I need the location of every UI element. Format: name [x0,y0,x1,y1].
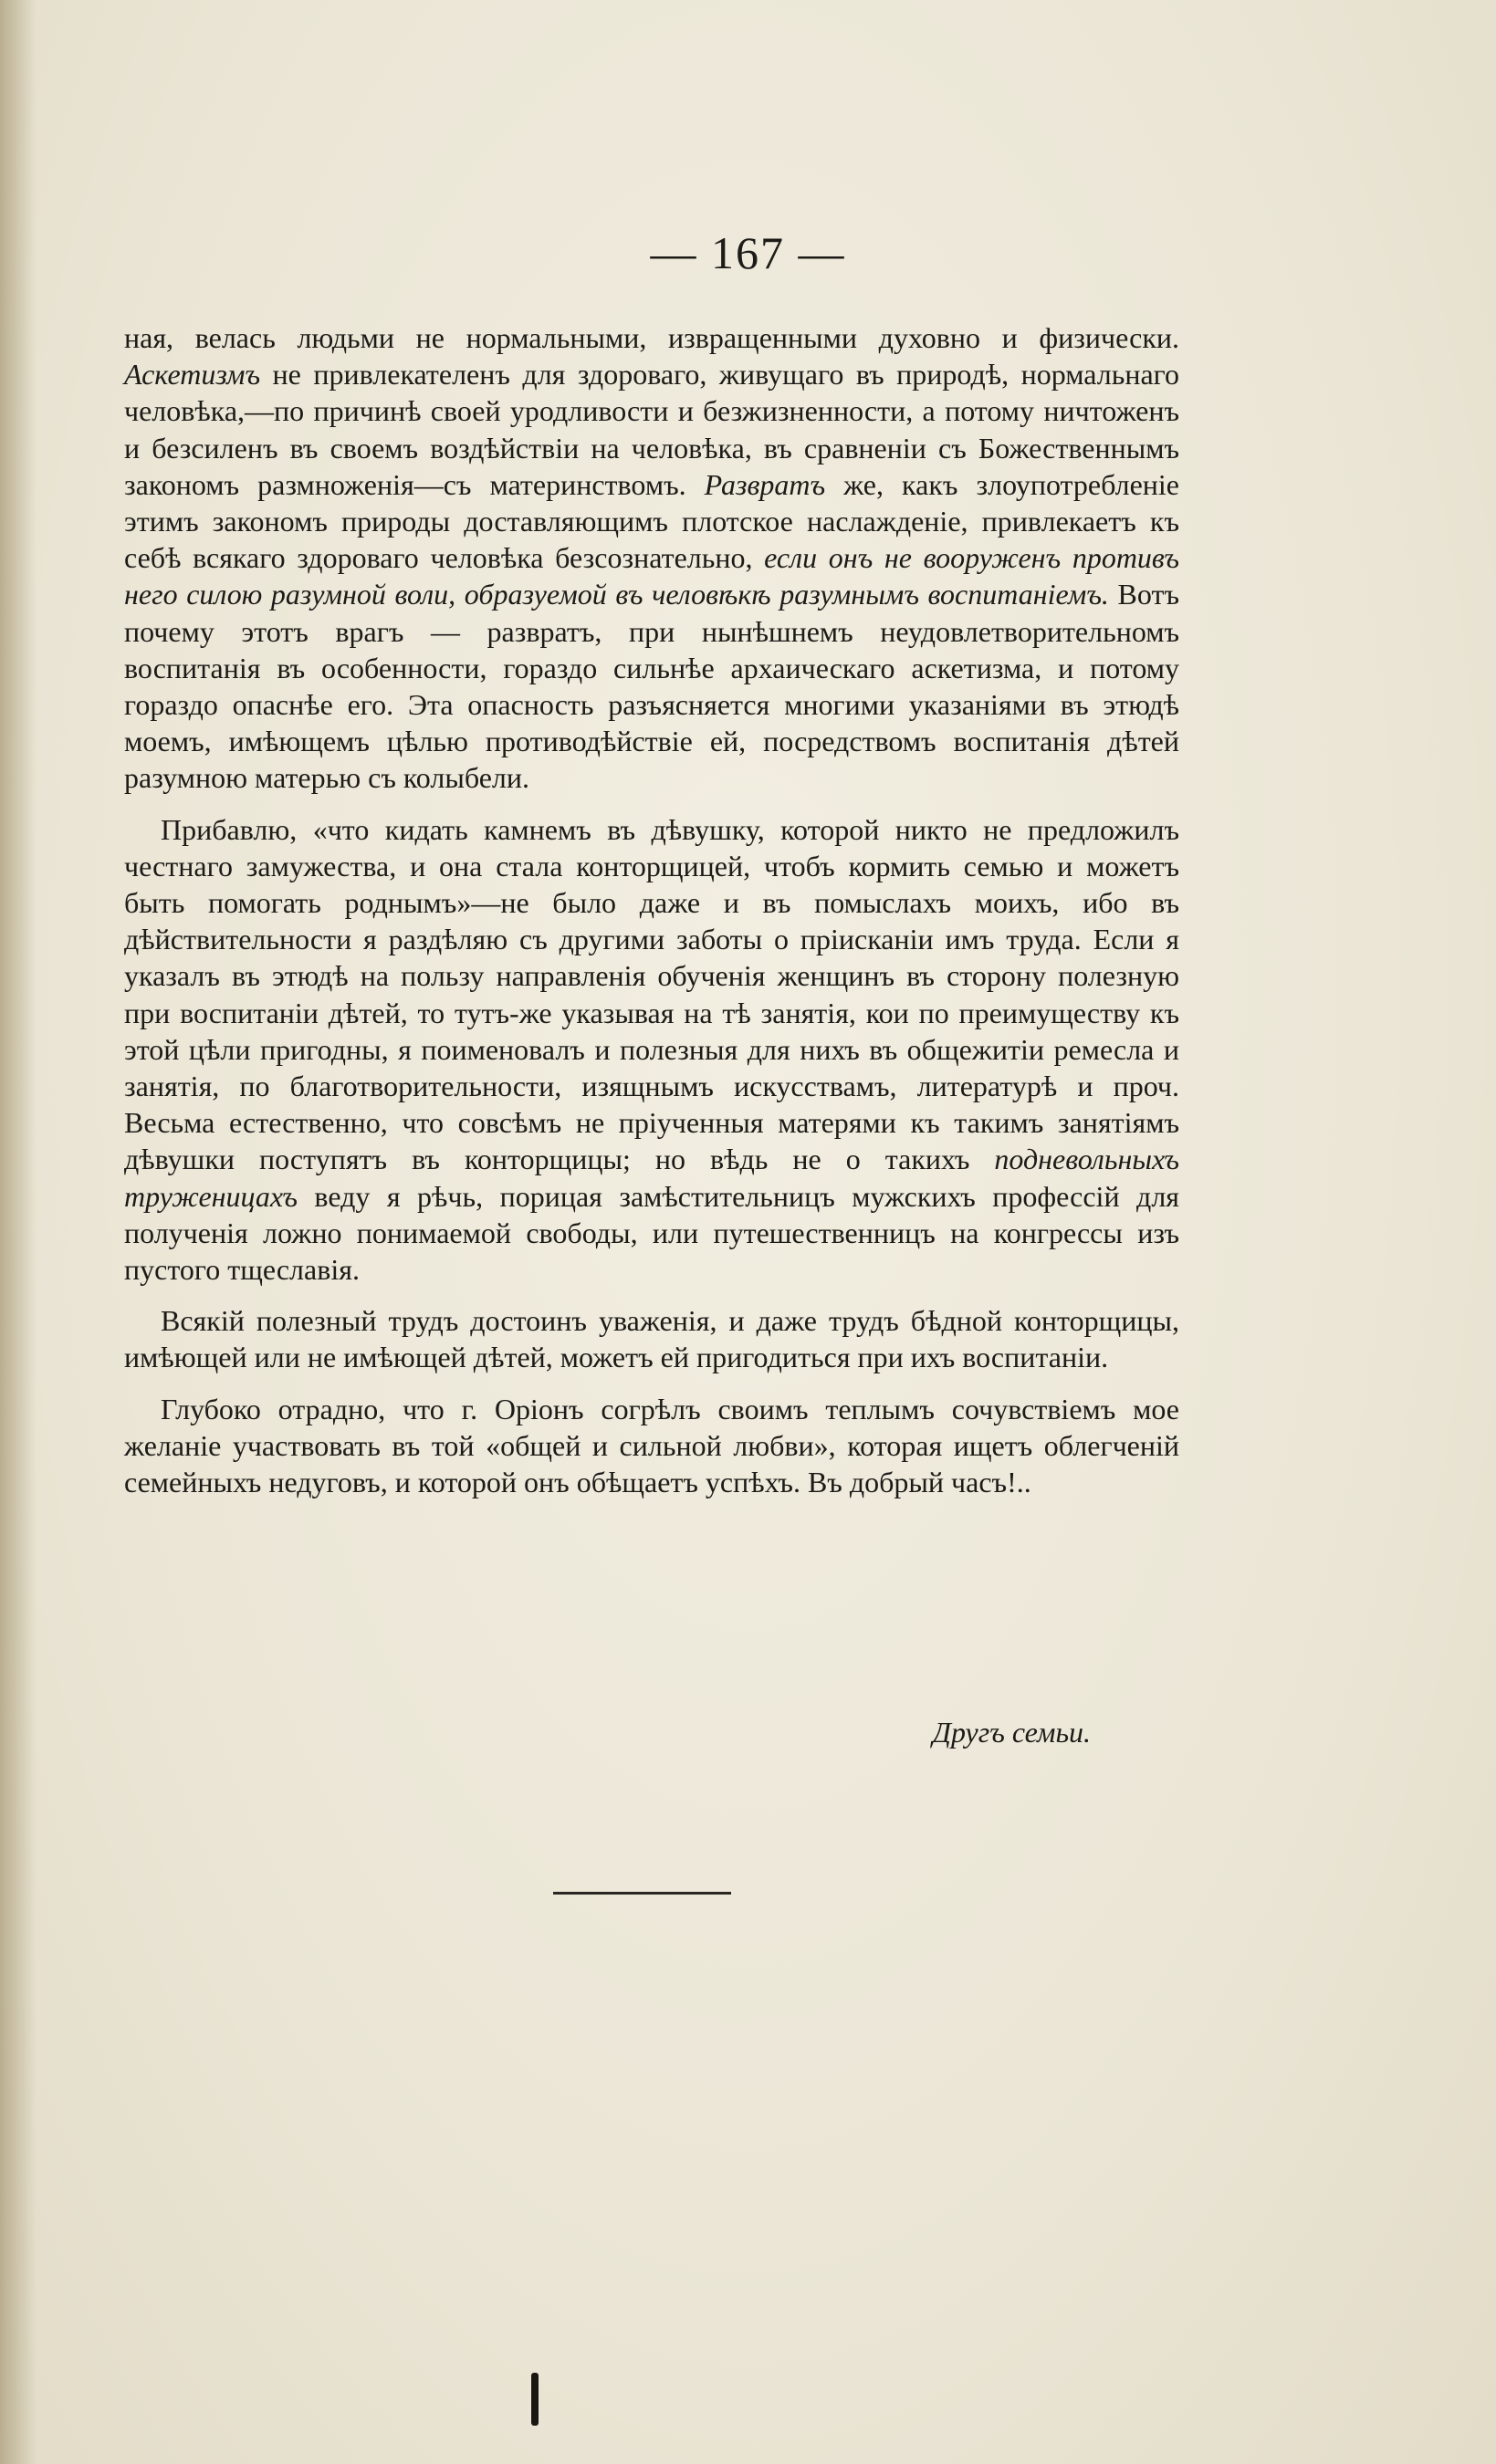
text-run: Вотъ почему этотъ врагъ — развратъ, при нынѣшнемъ неудовлетворительномъ воспитанія въ особенности, гораздо сильнѣе архаическаго аскетизма, и потому гораздо опаснѣе его. Эта опасность разъясняется многими указаніями въ этюдѣ моемъ, имѣющемъ цѣлью противодѣйствіе ей, посредствомъ воспитанія дѣтей разумною матерью съ колыбели. [124,578,1179,795]
italic-text: Аскетизмъ [124,358,261,392]
paragraph [124,1391,1179,1501]
italic-text: Развратъ [704,467,826,501]
italic-text: если онъ не вооруженъ противъ него силою разумной воли, образуемой въ человѣкѣ разумнымъ воспитаніемъ. [124,541,1179,611]
signature: Другъ семьи. [932,1716,1091,1749]
text-run: Всякій полезный трудъ достоинъ уваженія, и даже трудъ бѣдной конторщицы, имѣющей или не имѣющей дѣтей, можетъ ей пригодиться при ихъ воспитаніи. [124,1304,1179,1374]
ink-mark [531,2373,539,2426]
text-run: ная, велась людьми не нормальными, извращенными духовно и физически. [124,321,1179,354]
text-run: же, какъ злоупотребленіе этимъ закономъ природы доставляющимъ плотское наслажденіе, привлекаетъ къ себѣ всякаго здороваго человѣка безсознательно, [124,467,1180,575]
page-number: — 167 — [650,227,846,278]
paragraph [124,811,1179,1289]
closing-rule [553,1892,731,1895]
paragraph [124,1302,1179,1375]
text-run: не привлекателенъ для здороваго, живущаго въ природѣ, нормальнаго человѣка,—по причинѣ своей уродливости и безжизненности, а потому ничтоженъ и безсиленъ въ своемъ воздѣйствіи на человѣка, въ сравненіи съ Божественнымъ закономъ размноженія—съ материнствомъ. [124,358,1179,501]
text-run: Прибавлю, «что кидать камнемъ въ дѣвушку, которой никто не предложилъ честнаго замужества, и она стала конторщицей, чтобъ кормить семью и можетъ быть помогать роднымъ»—не было даже и въ помыслахъ моихъ, ибо въ дѣйствительности я раздѣляю съ другими заботы о пріисканіи имъ труда. Если я указалъ въ этюдѣ на пользу направленія обученія женщинъ въ сторону полезную при воспитаніи дѣтей, то тутъ-же указывая на тѣ занятія, кои по преимуществу къ этой цѣли пригодны, я поименовалъ и полезныя для нихъ въ общежитіи ремесла и занятія, по благотворительности, изящнымъ искусствамъ, литературѣ и проч. Весьма естественно, что совсѣмъ не пріученныя матерями къ такимъ занятіямъ дѣвушки поступятъ въ конторщицы; но вѣдь не о такихъ [124,812,1179,1176]
italic-text: подневольныхъ труженицахъ [124,1143,1179,1213]
text-run: веду я рѣчь, порицая замѣстительницъ мужскихъ профессій для полученія ложно понимаемой свободы, или путешественницъ на конгрессы изъ пустого тщеславія. [124,1179,1179,1287]
text-run: Глубоко отрадно, что г. Оріонъ согрѣлъ своимъ теплымъ сочувствіемъ мое желаніе участвовать въ той «общей и сильной любви», которая ищетъ облегченій семейныхъ недуговъ, и которой онъ обѣщаетъ успѣхъ. Въ добрый часъ!.. [124,1392,1179,1499]
body-text [124,319,1179,1500]
paragraph [124,319,1179,797]
page-edge-shadow [0,0,37,2464]
